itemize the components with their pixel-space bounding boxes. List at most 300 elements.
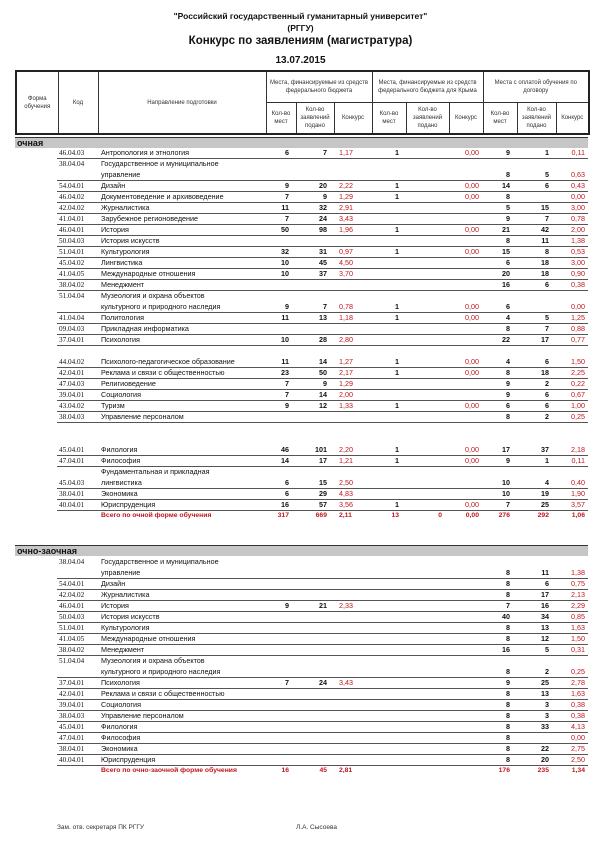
federal-places-cell (265, 634, 295, 645)
federal-applications-cell: 17 (295, 456, 333, 467)
form-cell (15, 700, 57, 711)
table-row (15, 623, 588, 634)
crimea-applications-cell: 0 (438, 512, 442, 519)
direction-cell: Управление персоналом (97, 412, 265, 423)
federal-applications-cell: 24 (295, 678, 333, 689)
code-cell: 51.04.04 (59, 657, 85, 665)
crimea-applications-cell (405, 401, 448, 412)
crimea-places-cell (371, 590, 405, 601)
code-cell (57, 568, 97, 579)
table-row (15, 357, 588, 368)
direction-cell: Филология (97, 445, 265, 456)
crimea-competition-cell (448, 744, 482, 755)
paid-places-cell: 8 (482, 568, 516, 579)
paid-competition-cell: 0,88 (555, 324, 588, 335)
federal-applications-cell (295, 755, 333, 766)
crimea-competition-cell: 0,00 (448, 313, 482, 324)
federal-competition-cell (333, 467, 371, 478)
table-row (15, 192, 588, 203)
form-cell (15, 722, 57, 733)
federal-places-cell: 23 (265, 368, 295, 379)
crimea-applications-cell (405, 766, 448, 777)
paid-places-cell: 7 (482, 601, 516, 612)
form-cell (15, 623, 57, 634)
code-cell: 46.04.02 (57, 192, 97, 203)
paid-places-cell (482, 291, 516, 302)
code-cell: 50.04.03 (57, 236, 97, 247)
federal-applications-cell (295, 236, 333, 247)
crimea-competition-cell (448, 478, 482, 489)
paid-places-cell: 8 (482, 579, 516, 590)
crimea-applications-cell (405, 722, 448, 733)
crimea-competition-cell (448, 557, 482, 568)
federal-competition-cell (333, 667, 371, 678)
crimea-applications-cell (405, 214, 448, 225)
crimea-applications-cell (405, 236, 448, 247)
spacer-row (15, 346, 588, 357)
page-title: Конкурс по заявлениям (магистратура) (188, 35, 413, 47)
header-group-crimea: Места, финансируемые из средств федерального бюджета для Крыма (372, 71, 483, 102)
federal-applications-cell (295, 324, 333, 335)
crimea-competition-cell: 0,00 (448, 368, 482, 379)
direction-cell: Менеджмент (97, 645, 265, 656)
paid-applications-cell: 18 (516, 258, 555, 269)
report-date: 13.07.2015 (275, 55, 326, 66)
crimea-competition-cell (448, 258, 482, 269)
direction-cell: Документоведение и архивоведение (97, 192, 265, 203)
federal-applications-cell: 12 (295, 401, 333, 412)
table-row (15, 412, 588, 423)
table-row (15, 335, 588, 346)
crimea-competition-cell (448, 335, 482, 346)
form-cell (15, 324, 57, 335)
crimea-applications-cell (405, 700, 448, 711)
federal-places-cell: 16 (265, 500, 295, 511)
federal-places-cell (265, 412, 295, 423)
federal-competition-cell: 0,78 (333, 302, 371, 313)
code-cell: 47.04.03 (57, 379, 97, 390)
total-row (15, 511, 588, 522)
crimea-places-cell (371, 678, 405, 689)
paid-places-cell: 17 (482, 445, 516, 456)
crimea-applications-cell (405, 755, 448, 766)
federal-competition-cell: 0,97 (333, 247, 371, 258)
federal-competition-cell (333, 700, 371, 711)
form-cell (15, 634, 57, 645)
direction-cell: Религиоведение (97, 379, 265, 390)
federal-applications-cell (295, 634, 333, 645)
paid-places-cell: 6 (482, 302, 516, 313)
federal-places-cell (265, 159, 295, 170)
crimea-applications-cell (405, 711, 448, 722)
federal-applications-cell (295, 733, 333, 744)
form-cell (15, 412, 57, 423)
crimea-competition-cell: 0,00 (448, 302, 482, 313)
paid-competition-cell: 0,85 (555, 612, 588, 623)
paid-places-cell: 22 (482, 335, 516, 346)
crimea-applications-cell (405, 500, 448, 511)
paid-competition-cell: 0,25 (555, 412, 588, 423)
form-cell (15, 557, 57, 568)
crimea-places-cell (371, 645, 405, 656)
paid-places-cell: 8 (482, 755, 516, 766)
code-cell: 42.04.02 (57, 590, 97, 601)
paid-applications-cell: 42 (516, 225, 555, 236)
table-header (15, 70, 590, 135)
code-cell: 41.04.04 (57, 313, 97, 324)
paid-applications-cell: 1 (516, 148, 555, 159)
federal-places-cell (265, 590, 295, 601)
federal-places-cell: 7 (265, 379, 295, 390)
spacer-cell (15, 346, 588, 357)
paid-competition-cell: 1,90 (555, 489, 588, 500)
paid-competition-cell: 0,38 (555, 711, 588, 722)
direction-cell: Государственное и муниципальное (101, 557, 219, 566)
federal-places-cell: 7 (265, 678, 295, 689)
paid-places-cell: 8 (482, 192, 516, 203)
crimea-places-cell (371, 612, 405, 623)
crimea-places-cell (371, 656, 405, 667)
total-row (15, 766, 588, 777)
paid-applications-cell (516, 733, 555, 744)
spacer-row (15, 423, 588, 434)
crimea-places-cell: 1 (371, 313, 405, 324)
federal-applications-cell (295, 159, 333, 170)
table-row (15, 324, 588, 335)
paid-competition-cell: 3,57 (555, 500, 588, 511)
code-cell: 51.04.01 (57, 247, 97, 258)
crimea-places-cell (371, 379, 405, 390)
federal-places-cell (265, 612, 295, 623)
table-row (15, 390, 588, 401)
federal-applications-cell (295, 412, 333, 423)
crimea-competition-cell (448, 711, 482, 722)
crimea-applications-cell (405, 412, 448, 423)
federal-places-cell (265, 656, 295, 667)
crimea-applications-cell (405, 302, 448, 313)
direction-cell: Реклама и связи с общественностью (97, 368, 265, 379)
table-row (15, 722, 588, 733)
crimea-applications-cell (405, 568, 448, 579)
direction-cell: Культурология (97, 247, 265, 258)
federal-applications-cell: 57 (295, 500, 333, 511)
crimea-competition-cell (448, 689, 482, 700)
federal-competition-cell: 3,70 (333, 269, 371, 280)
paid-places-cell: 9 (482, 148, 516, 159)
table-row (15, 291, 588, 302)
crimea-places-cell: 1 (371, 401, 405, 412)
crimea-places-cell (371, 335, 405, 346)
crimea-places-cell (371, 159, 405, 170)
federal-competition-cell: 3,43 (333, 678, 371, 689)
crimea-places-cell: 1 (371, 247, 405, 258)
form-cell (15, 667, 57, 678)
crimea-places-cell: 1 (371, 445, 405, 456)
crimea-applications-cell (405, 192, 448, 203)
paid-competition-cell: 0,53 (555, 247, 588, 258)
direction-cell: Лингвистика (97, 258, 265, 269)
federal-applications-cell: 29 (295, 489, 333, 500)
direction-cell: Социология (97, 390, 265, 401)
federal-places-cell: 9 (265, 401, 295, 412)
federal-places-cell: 7 (265, 390, 295, 401)
paid-competition-cell: 1,50 (555, 357, 588, 368)
federal-places-cell (265, 467, 295, 478)
header-crimea-places: Кол-во мест (372, 102, 406, 134)
form-cell (15, 357, 57, 368)
crimea-competition-cell (448, 489, 482, 500)
federal-competition-cell (333, 645, 371, 656)
crimea-applications-cell (405, 467, 448, 478)
federal-places-cell (265, 291, 295, 302)
crimea-applications-cell (405, 247, 448, 258)
crimea-applications-cell (405, 579, 448, 590)
federal-competition-cell (333, 711, 371, 722)
code-cell: 38.04.04 (59, 160, 85, 168)
table-row (15, 478, 588, 489)
code-cell (57, 170, 97, 181)
paid-applications-cell: 22 (516, 744, 555, 755)
paid-competition-cell: 1,63 (555, 689, 588, 700)
paid-applications-cell (516, 192, 555, 203)
spacer-row (15, 434, 588, 445)
paid-places-cell: 8 (482, 689, 516, 700)
table-row (15, 467, 588, 478)
federal-applications-cell (295, 711, 333, 722)
federal-applications-cell (295, 722, 333, 733)
federal-places-cell (265, 579, 295, 590)
crimea-competition-cell (448, 656, 482, 667)
direction-cell: управление (97, 568, 265, 579)
crimea-places-cell (371, 667, 405, 678)
table-row (15, 612, 588, 623)
crimea-competition-cell: 0,00 (448, 181, 482, 192)
federal-competition-cell: 1,29 (333, 192, 371, 203)
code-cell: 38.04.03 (57, 711, 97, 722)
federal-applications-cell (295, 700, 333, 711)
federal-places-cell (265, 623, 295, 634)
paid-applications-cell: 7 (516, 214, 555, 225)
crimea-competition-cell: 0,00 (448, 225, 482, 236)
table-row (15, 214, 588, 225)
header-direction: Направление подготовки (98, 71, 266, 134)
paid-places-cell: 16 (482, 280, 516, 291)
federal-places-cell: 11 (265, 203, 295, 214)
paid-competition-cell: 1,38 (555, 236, 588, 247)
crimea-competition-cell (448, 203, 482, 214)
paid-applications-cell: 12 (516, 634, 555, 645)
federal-applications-cell: 14 (295, 357, 333, 368)
table-row (15, 678, 588, 689)
federal-competition-cell: 1,29 (333, 379, 371, 390)
federal-applications-cell: 7 (295, 148, 333, 159)
paid-places-cell: 4 (482, 313, 516, 324)
direction-cell: Филология (97, 722, 265, 733)
paid-places-cell: 5 (482, 203, 516, 214)
section-table-part-time (15, 557, 588, 777)
federal-applications-cell: 9 (295, 379, 333, 390)
crimea-applications-cell (405, 291, 448, 302)
crimea-applications-cell (405, 623, 448, 634)
code-cell: 37.04.01 (57, 335, 97, 346)
paid-applications-cell: 13 (516, 623, 555, 634)
table-row (15, 590, 588, 601)
federal-applications-cell (295, 667, 333, 678)
direction-cell: Журналистика (97, 590, 265, 601)
crimea-competition-cell (448, 722, 482, 733)
code-cell: 50.04.03 (57, 612, 97, 623)
direction-cell: Государственное и муниципальное (101, 159, 219, 168)
crimea-competition-cell: 0,00 (448, 445, 482, 456)
paid-applications-cell: 6 (516, 181, 555, 192)
crimea-competition-cell (448, 678, 482, 689)
table-row (15, 557, 588, 568)
paid-places-cell: 16 (482, 645, 516, 656)
code-cell: 54.04.01 (57, 181, 97, 192)
form-cell (15, 258, 57, 269)
header-federal-places: Кол-во мест (266, 102, 296, 134)
federal-places-cell (265, 722, 295, 733)
federal-places-cell (265, 711, 295, 722)
crimea-places-cell: 1 (371, 181, 405, 192)
paid-applications-cell: 5 (516, 170, 555, 181)
paid-applications-cell: 1 (516, 456, 555, 467)
paid-competition-cell: 0,38 (555, 280, 588, 291)
form-cell (15, 612, 57, 623)
crimea-places-cell (371, 733, 405, 744)
federal-competition-cell (333, 568, 371, 579)
paid-applications-cell: 6 (516, 401, 555, 412)
federal-applications-cell (295, 579, 333, 590)
direction-cell: Менеджмент (97, 280, 265, 291)
federal-competition-cell (333, 755, 371, 766)
form-cell (15, 766, 57, 777)
federal-competition-cell (333, 623, 371, 634)
crimea-places-cell (371, 634, 405, 645)
paid-places-cell: 9 (482, 379, 516, 390)
crimea-places-cell (371, 412, 405, 423)
federal-places-cell: 6 (265, 148, 295, 159)
crimea-places-cell (371, 568, 405, 579)
paid-places-cell: 8 (482, 236, 516, 247)
header-paid-applications: Кол-во заявлений подано (517, 102, 556, 134)
federal-applications-cell: 45 (295, 258, 333, 269)
crimea-places-cell (371, 579, 405, 590)
table-row (15, 181, 588, 192)
paid-applications-cell: 6 (516, 357, 555, 368)
federal-applications-cell (295, 291, 333, 302)
federal-competition-cell (333, 159, 371, 170)
code-cell: 38.04.02 (57, 645, 97, 656)
table-row (15, 634, 588, 645)
crimea-applications-cell (405, 335, 448, 346)
federal-applications-cell: 7 (295, 302, 333, 313)
federal-competition-cell (333, 689, 371, 700)
federal-competition-cell: 2,91 (333, 203, 371, 214)
direction-cell: Всего по очной форме обучения (101, 512, 212, 519)
paid-places-cell: 10 (482, 489, 516, 500)
federal-places-cell (265, 236, 295, 247)
crimea-competition-cell (448, 159, 482, 170)
code-cell: 40.04.01 (57, 755, 97, 766)
crimea-places-cell (371, 623, 405, 634)
paid-applications-cell (516, 467, 555, 478)
federal-applications-cell: 32 (295, 203, 333, 214)
form-cell (15, 170, 57, 181)
code-cell: 51.04.01 (57, 623, 97, 634)
federal-places-cell (265, 557, 295, 568)
direction-cell: Философия (97, 733, 265, 744)
paid-competition-cell: 0,00 (555, 733, 588, 744)
direction-cell: Культурология (97, 623, 265, 634)
paid-competition-cell (555, 656, 588, 667)
code-cell: 45.04.01 (57, 722, 97, 733)
crimea-places-cell (371, 324, 405, 335)
federal-competition-cell: 2,81 (339, 767, 353, 774)
federal-applications-cell: 28 (295, 335, 333, 346)
federal-places-cell: 11 (265, 357, 295, 368)
crimea-competition-cell (448, 280, 482, 291)
code-cell: 45.04.02 (57, 258, 97, 269)
paid-applications-cell: 8 (516, 247, 555, 258)
paid-applications-cell: 25 (516, 500, 555, 511)
federal-competition-cell (333, 557, 371, 568)
federal-applications-cell: 13 (295, 313, 333, 324)
federal-applications-cell: 15 (295, 478, 333, 489)
direction-cell: культурного и природного наследия (97, 667, 265, 678)
paid-competition-cell: 1,00 (555, 401, 588, 412)
federal-competition-cell (333, 280, 371, 291)
code-cell: 38.04.04 (59, 558, 85, 566)
table-row (15, 148, 588, 159)
crimea-competition-cell: 0,00 (448, 357, 482, 368)
paid-competition-cell: 1,25 (555, 313, 588, 324)
paid-applications-cell: 13 (516, 689, 555, 700)
table-row (15, 500, 588, 511)
crimea-competition-cell (448, 236, 482, 247)
crimea-applications-cell (405, 225, 448, 236)
university-name: "Российский государственный гуманитарный университет" (173, 11, 428, 21)
federal-places-cell: 9 (265, 601, 295, 612)
form-cell (15, 203, 57, 214)
federal-places-cell: 6 (265, 489, 295, 500)
paid-competition-cell: 0,22 (555, 379, 588, 390)
header-paid-places: Кол-во мест (483, 102, 517, 134)
direction-cell: История искусств (97, 612, 265, 623)
federal-places-cell: 10 (265, 258, 295, 269)
paid-places-cell: 10 (482, 478, 516, 489)
federal-competition-cell: 1,18 (333, 313, 371, 324)
crimea-places-cell: 1 (371, 192, 405, 203)
federal-applications-cell: 24 (295, 214, 333, 225)
header-group-federal: Места, финансируемые из средств федерального бюджета (266, 71, 372, 102)
crimea-competition-cell (448, 766, 482, 777)
federal-applications-cell: 37 (295, 269, 333, 280)
crimea-places-cell (371, 478, 405, 489)
federal-competition-cell (333, 634, 371, 645)
federal-competition-cell: 1,17 (333, 148, 371, 159)
crimea-competition-cell (448, 214, 482, 225)
paid-applications-cell: 20 (516, 755, 555, 766)
crimea-places-cell: 1 (371, 456, 405, 467)
table-row (15, 313, 588, 324)
crimea-applications-cell (405, 181, 448, 192)
paid-competition-cell: 2,50 (555, 755, 588, 766)
code-cell: 54.04.01 (57, 579, 97, 590)
paid-places-cell (482, 557, 516, 568)
paid-places-cell: 8 (482, 170, 516, 181)
crimea-applications-cell (405, 170, 448, 181)
